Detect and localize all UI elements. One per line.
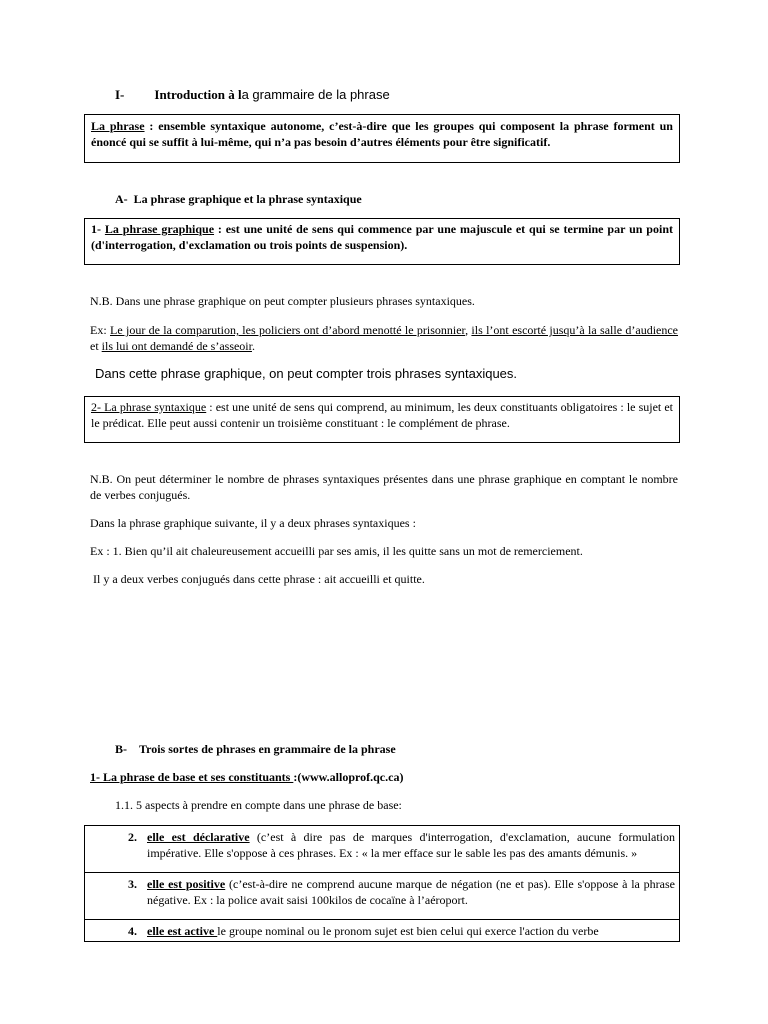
- aspects-table: [84, 825, 680, 942]
- aspect-number: 4.: [85, 920, 144, 942]
- subsection-a-label: A-: [115, 192, 128, 206]
- phrase-graphique-box: [84, 218, 680, 265]
- phrase-syntaxique-box: [84, 396, 680, 443]
- phrase-de-base-title: 1- La phrase de base et ses constituants: [90, 770, 294, 784]
- aspect-description: (c’est à dire pas de marques d'interrogation, d'exclamation, aucune formulation impérative. Elle s'oppose à ces phrases. Ex : « la mer efface sur le sable les pas des amants démunis. »: [147, 830, 675, 860]
- example-1-prefix: Ex:: [90, 323, 110, 337]
- example-1-sep-1: ,: [465, 323, 472, 337]
- definition-text: : ensemble syntaxique autonome, c’est-à-dire que les groupes qui composent la phrase forment un énoncé qui se suffit à lui-même, qui n’a pas besoin d’autres éléments pour être significatif.: [91, 119, 673, 149]
- phrase-syntaxique-term: 2- La phrase syntaxique: [91, 400, 207, 414]
- example-2-intro: Dans la phrase graphique suivante, il y a deux phrases syntaxiques :: [90, 516, 416, 530]
- example-1: [90, 322, 678, 354]
- aspects-intro: 1.1. 5 aspects à prendre en compte dans une phrase de base:: [115, 798, 402, 812]
- example-1-part-2: ils l’ont escorté jusqu’à la salle d’audience: [471, 323, 679, 337]
- subsection-a-title: La phrase graphique et la phrase syntaxique: [133, 192, 362, 206]
- aspect-term: elle est positive: [147, 877, 226, 891]
- aspect-term: elle est déclarative: [147, 830, 250, 844]
- aspect-row: [85, 873, 680, 920]
- definition-box: [84, 114, 680, 163]
- example-1-sep-2: et: [90, 339, 102, 353]
- section-heading: [115, 87, 715, 103]
- aspect-text: [143, 873, 680, 920]
- aspect-term: elle est active: [147, 924, 218, 938]
- note-verbs: Il y a deux verbes conjugués dans cette phrase : ait accueilli et quitte.: [93, 572, 425, 586]
- example-1-end: .: [251, 339, 255, 353]
- example-1-part-1: Le jour de la comparution, les policiers ont d’abord menotté le prisonnier: [110, 323, 466, 337]
- aspect-description: (c’est-à-dire ne comprend aucune marque de négation (ne et pas). Elle s'oppose à la phrase négative. Ex : la police avait saisi 100kilos de cocaïne à l’aéroport.: [147, 877, 675, 907]
- subsection-b-label: B-: [115, 742, 127, 756]
- aspect-number: 2.: [85, 826, 144, 873]
- phrase-graphique-text: : est une unité de sens qui commence par une majuscule et qui se termine par un point (d'interrogation, d'exclamation ou trois points de suspension).: [91, 222, 673, 252]
- note-count: Dans cette phrase graphique, on peut compter trois phrases syntaxiques.: [95, 366, 518, 381]
- definition-term: La phrase: [91, 119, 145, 133]
- aspect-text: [143, 920, 680, 942]
- example-2: Ex : 1. Bien qu’il ait chaleureusement accueilli par ses amis, il les quitte sans un mot de remerciement.: [90, 544, 583, 558]
- subsection-b-heading: [115, 741, 675, 757]
- aspect-description: le groupe nominal ou le pronom sujet est bien celui qui exerce l'action du verbe: [217, 924, 599, 938]
- phrase-graphique-term: La phrase graphique: [104, 222, 215, 236]
- subsection-b-title: Trois sortes de phrases en grammaire de la phrase: [139, 742, 396, 756]
- aspect-row: [85, 920, 680, 942]
- section-number: I-: [115, 87, 125, 102]
- section-title-bold: Introduction à l: [154, 87, 242, 102]
- phrase-de-base-source: :(www.alloprof.qc.ca): [293, 770, 404, 784]
- example-1-part-3: ils lui ont demandé de s’asseoir: [101, 339, 252, 353]
- subsection-a-heading: [115, 191, 675, 207]
- nb-note-1: N.B. Dans une phrase graphique on peut compter plusieurs phrases syntaxiques.: [90, 294, 475, 308]
- phrase-graphique-num: 1-: [91, 222, 105, 236]
- phrase-syntaxique-text: : est une unité de sens qui comprend, au minimum, les deux constituants obligatoires : le sujet et le prédicat. Elle peut aussi contenir un troisième constituant : le complément de phrase.: [91, 400, 673, 430]
- section-title-rest: a grammaire de la phrase: [241, 87, 390, 102]
- aspect-text: [143, 826, 680, 873]
- phrase-de-base-heading: [90, 769, 680, 785]
- aspect-number: 3.: [85, 873, 144, 920]
- nb-note-2: N.B. On peut déterminer le nombre de phrases syntaxiques présentes dans une phrase graphique en comptant le nombre de verbes conjugués.: [90, 472, 678, 502]
- aspect-row: [85, 826, 680, 873]
